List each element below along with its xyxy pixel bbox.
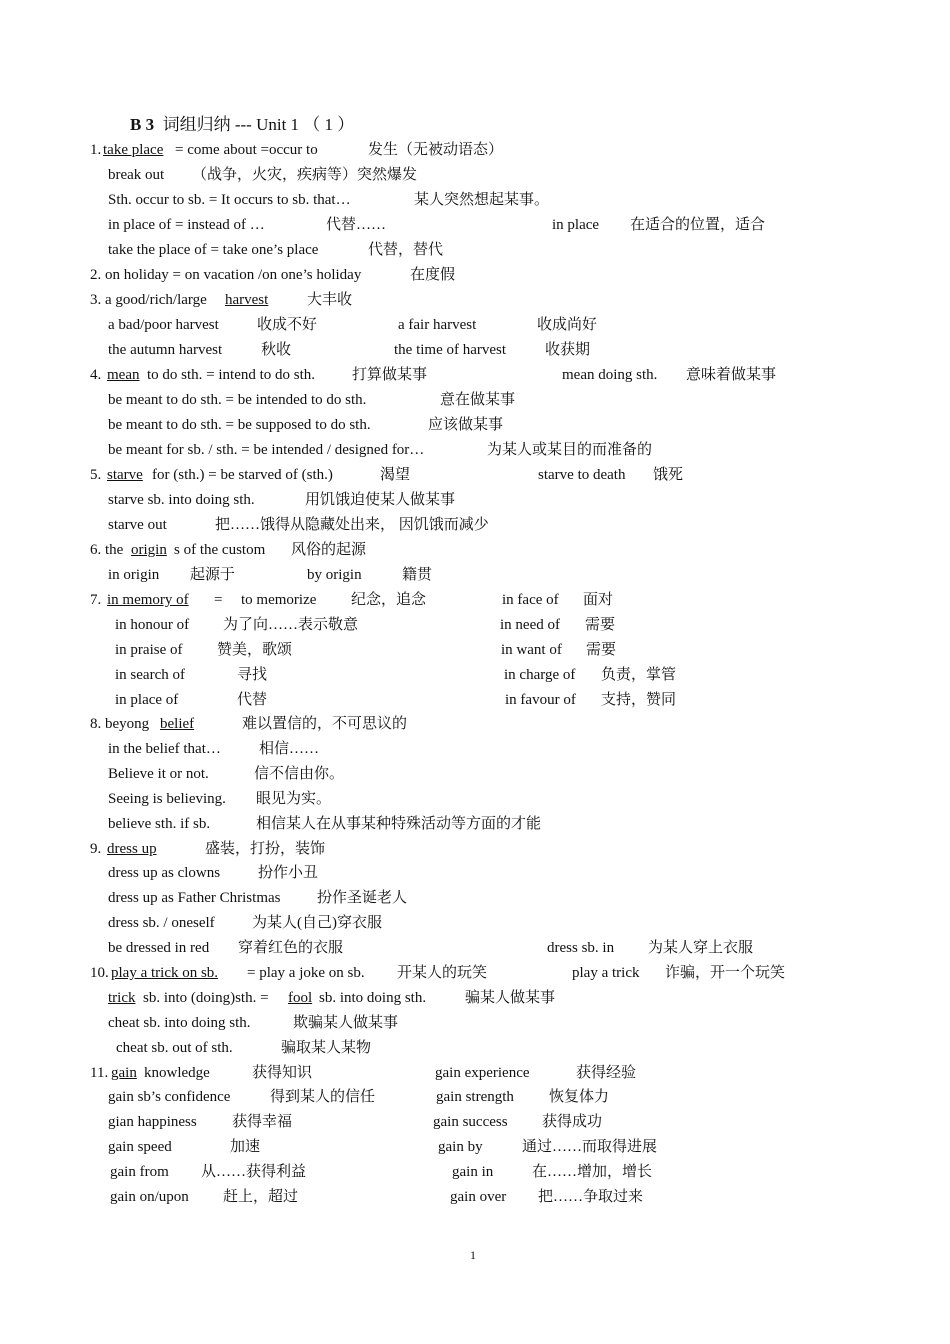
phrase-text: 面对	[583, 592, 614, 608]
phrase-text: be dressed in red	[108, 940, 210, 956]
phrase-text: gain on/upon	[110, 1189, 189, 1205]
phrase-text: 眼见为实。	[256, 791, 332, 807]
phrase-text: sb. into (doing)sth. =	[143, 990, 269, 1006]
phrase-text: = play a joke on sb.	[247, 965, 365, 981]
key-phrase: play a trick on sb.	[111, 965, 219, 981]
phrase-text: 10.	[90, 965, 109, 981]
phrase-text: 扮作圣诞老人	[317, 890, 408, 906]
phrase-text: dress up as Father Christmas	[108, 890, 281, 906]
phrase-text: 收获期	[545, 342, 591, 358]
phrase-text: be meant to do sth. = be intended to do sth.	[108, 392, 367, 408]
phrase-text: starve sb. into doing sth.	[108, 492, 255, 508]
phrase-text: the time of harvest	[394, 342, 507, 358]
phrase-text: the autumn harvest	[108, 342, 223, 358]
phrase-text: a fair harvest	[398, 317, 477, 333]
phrase-text: in place of	[115, 692, 179, 708]
phrase-text: Believe it or not.	[108, 766, 209, 782]
phrase-text: Sth. occur to sb. = It occurs to sb. that…	[108, 192, 351, 208]
phrase-text: 通过……而取得进展	[522, 1139, 658, 1155]
key-phrase: belief	[160, 716, 195, 732]
phrase-text: 盛装，打扮，装饰	[205, 841, 326, 857]
phrase-text: 收成尚好	[537, 317, 598, 333]
phrase-text: 代替	[237, 692, 268, 708]
phrase-text: 骗取某人某物	[281, 1040, 372, 1056]
phrase-text: 支持，赞同	[601, 692, 677, 708]
book-label: B 3	[130, 115, 155, 134]
phrase-text: 8. beyong	[90, 716, 150, 732]
phrase-text: 骗某人做某事	[465, 990, 556, 1006]
key-phrase: gain	[111, 1065, 137, 1081]
phrase-text: = come about =occur to	[175, 142, 318, 158]
phrase-text: 寻找	[237, 667, 268, 683]
phrase-text: gain by	[438, 1139, 483, 1155]
phrase-text: 籍贯	[402, 567, 433, 583]
phrase-text: 获得成功	[542, 1114, 603, 1130]
phrase-text: 在适合的位置，适合	[630, 217, 766, 233]
phrase-text: 2. on holiday = on vacation /on one’s holiday	[90, 267, 362, 283]
phrase-text: break out	[108, 167, 165, 183]
phrase-text: 某人突然想起某事。	[414, 192, 550, 208]
phrase-text: 7.	[90, 592, 102, 608]
phrase-text: 打算做某事	[352, 367, 428, 383]
phrase-text: 大丰收	[307, 292, 353, 308]
key-phrase: starve	[107, 467, 143, 483]
phrase-text: 开某人的玩笑	[397, 965, 488, 981]
phrase-text: 3. a good/rich/large	[90, 292, 207, 308]
phrase-text: 在度假	[410, 267, 456, 283]
phrase-text: 6. the	[90, 542, 124, 558]
phrase-text: in search of	[115, 667, 185, 683]
phrase-text: 1.	[90, 142, 102, 158]
phrase-text: gain from	[110, 1164, 169, 1180]
title-text: 词组归纳 --- Unit 1 （ 1 ）	[162, 115, 355, 134]
phrase-text: 获得幸福	[232, 1114, 293, 1130]
key-phrase: trick	[108, 990, 136, 1006]
phrase-text: 4.	[90, 367, 102, 383]
phrase-text: 赞美，歌颂	[217, 642, 293, 658]
phrase-text: 得到某人的信任	[270, 1089, 376, 1105]
phrase-text: knowledge	[144, 1065, 210, 1081]
page-title	[130, 115, 354, 135]
phrase-text: 欺骗某人做某事	[293, 1015, 399, 1031]
phrase-text: in favour of	[505, 692, 576, 708]
phrase-text: for (sth.) = be starved of (sth.)	[152, 467, 333, 483]
phrase-text: 信不信由你。	[254, 766, 345, 782]
key-phrase: mean	[107, 367, 140, 383]
phrase-text: 为某人或某目的而准备的	[487, 442, 653, 458]
phrase-text: 负责，掌管	[601, 667, 677, 683]
phrase-text: 5.	[90, 467, 102, 483]
phrase-text: take the place of = take one’s place	[108, 242, 319, 258]
phrase-text: 需要	[585, 617, 616, 633]
key-phrase: take place	[103, 142, 164, 158]
phrase-text: 饿死	[653, 467, 684, 483]
phrase-text: 把……争取过来	[538, 1189, 644, 1205]
phrase-text: 为了向……表示敬意	[223, 617, 359, 633]
phrase-text: believe sth. if sb.	[108, 816, 211, 832]
phrase-text: 需要	[586, 642, 617, 658]
phrase-text: gain success	[433, 1114, 508, 1130]
phrase-text: in honour of	[115, 617, 190, 633]
phrase-text: starve out	[108, 517, 167, 533]
key-phrase: in memory of	[107, 592, 189, 608]
phrase-text: 赶上，超过	[223, 1189, 299, 1205]
phrase-text: 穿着红色的衣服	[238, 940, 344, 956]
key-phrase: origin	[131, 542, 167, 558]
phrase-text: 发生（无被动语态）	[368, 142, 504, 158]
phrase-text: starve to death	[538, 467, 626, 483]
phrase-text: play a trick	[572, 965, 640, 981]
phrase-text: in place	[552, 217, 600, 233]
phrase-text: 恢复体力	[549, 1089, 610, 1105]
phrase-text: 意在做某事	[440, 392, 516, 408]
phrase-text: 为某人穿上衣服	[648, 940, 754, 956]
phrase-text: 纪念，追念	[351, 592, 427, 608]
phrase-text: 起源于	[190, 567, 236, 583]
phrase-text: 相信……	[259, 741, 320, 757]
phrase-text: dress up as clowns	[108, 865, 221, 881]
phrase-text: cheat sb. into doing sth.	[108, 1015, 251, 1031]
phrase-text: gain over	[450, 1189, 507, 1205]
phrase-text: 9.	[90, 841, 102, 857]
phrase-text: 在……增加，增长	[532, 1164, 653, 1180]
phrase-text: 为某人(自己)穿衣服	[252, 915, 382, 931]
phrase-text: in want of	[501, 642, 562, 658]
phrase-text: sb. into doing sth.	[319, 990, 427, 1006]
phrase-text: s of the custom	[174, 542, 266, 558]
phrase-text: mean doing sth.	[562, 367, 658, 383]
phrase-text: 用饥饿迫使某人做某事	[305, 492, 456, 508]
phrase-text: 难以置信的，不可思议的	[242, 716, 408, 732]
phrase-text: in need of	[500, 617, 560, 633]
phrase-text: 扮作小丑	[258, 865, 319, 881]
phrase-text: gian happiness	[108, 1114, 197, 1130]
phrase-text: to do sth. = intend to do sth.	[147, 367, 316, 383]
phrase-text: a bad/poor harvest	[108, 317, 219, 333]
phrase-text: in place of = instead of …	[108, 217, 265, 233]
phrase-text: gain speed	[108, 1139, 172, 1155]
phrase-text: 相信某人在从事某种特殊活动等方面的才能	[256, 816, 542, 832]
key-phrase: fool	[288, 990, 313, 1006]
phrase-text: in face of	[502, 592, 559, 608]
phrase-text: in origin	[108, 567, 160, 583]
phrase-text: 获得知识	[252, 1065, 313, 1081]
phrase-text: to memorize	[241, 592, 317, 608]
phrase-text: 把……饿得从隐藏处出来， 因饥饿而减少	[215, 517, 489, 533]
phrase-text: （战争，火灾，疾病等）突然爆发	[192, 167, 418, 183]
phrase-text: be meant to do sth. = be supposed to do sth.	[108, 417, 371, 433]
phrase-text: 诈骗，开一个玩笑	[665, 965, 786, 981]
phrase-text: 获得经验	[576, 1065, 637, 1081]
key-phrase: dress up	[107, 841, 157, 857]
phrase-text: be meant for sb. / sth. = be intended / designed for…	[108, 442, 425, 458]
phrase-text: in the belief that…	[108, 741, 221, 757]
phrase-text: gain experience	[435, 1065, 530, 1081]
key-phrase: harvest	[225, 292, 269, 308]
phrase-text: 代替，替代	[368, 242, 444, 258]
phrase-text: 11.	[90, 1065, 109, 1081]
phrase-text: gain sb’s confidence	[108, 1089, 231, 1105]
phrase-text: 渴望	[380, 467, 411, 483]
phrase-text: in charge of	[504, 667, 576, 683]
phrase-text: 加速	[230, 1139, 261, 1155]
phrase-text: in praise of	[115, 642, 183, 658]
phrase-text: by origin	[307, 567, 362, 583]
phrase-text: 从……获得利益	[201, 1164, 307, 1180]
phrase-text: gain strength	[436, 1089, 514, 1105]
phrase-text: dress sb. / oneself	[108, 915, 215, 931]
phrase-text: Seeing is believing.	[108, 791, 226, 807]
phrase-text: 风俗的起源	[291, 542, 367, 558]
phrase-text: 收成不好	[257, 317, 318, 333]
page-number: 1	[470, 1248, 476, 1262]
phrase-text: =	[214, 592, 223, 608]
phrase-text: cheat sb. out of sth.	[116, 1040, 233, 1056]
phrase-text: 代替……	[326, 217, 387, 233]
phrase-text: 秋收	[261, 342, 292, 358]
phrase-text: gain in	[452, 1164, 494, 1180]
phrase-text: dress sb. in	[547, 940, 615, 956]
phrase-text: 意味着做某事	[686, 367, 777, 383]
phrase-text: 应该做某事	[428, 417, 504, 433]
